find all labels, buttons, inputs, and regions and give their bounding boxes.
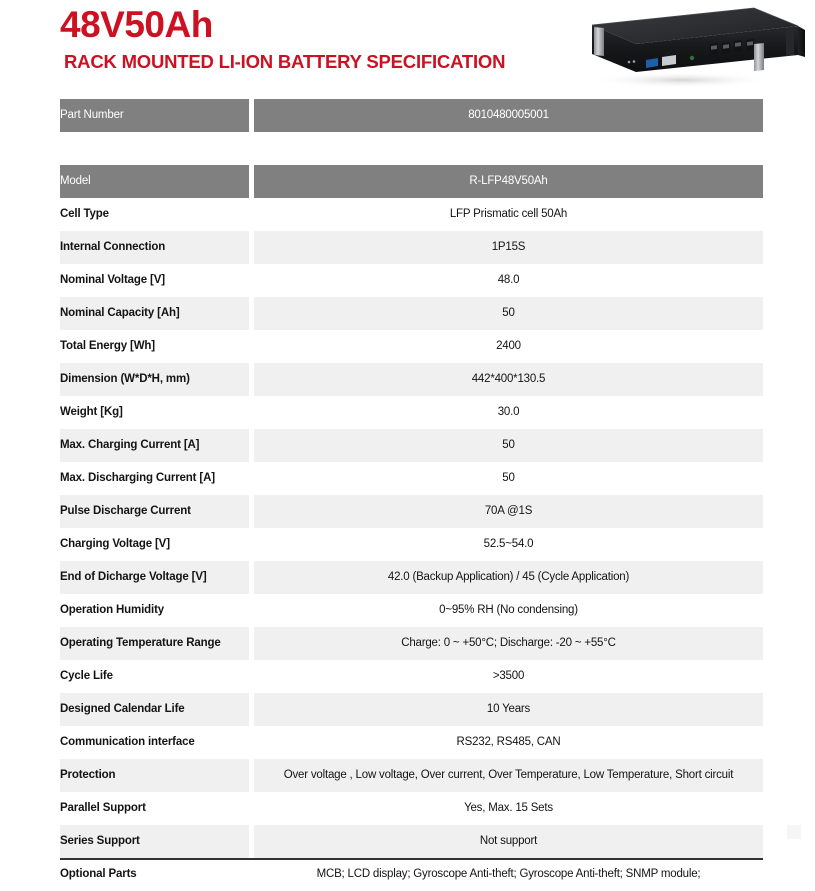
chassis-side-face: [798, 26, 805, 57]
table-row: [60, 660, 763, 693]
spec-label: Weight [Kg]: [60, 396, 249, 429]
spec-label: Nominal Capacity [Ah]: [60, 297, 249, 330]
table-row: [60, 759, 763, 792]
spec-label: Optional Parts: [60, 858, 249, 891]
spec-value: 42.0 (Backup Application) / 45 (Cycle Application): [254, 561, 763, 594]
spec-label: Designed Calendar Life: [60, 693, 249, 726]
spec-value: RS232, RS485, CAN: [254, 726, 763, 759]
spec-label: Pulse Discharge Current: [60, 495, 249, 528]
spec-value: 2400: [254, 330, 763, 363]
table-row: [60, 462, 763, 495]
table-row: [60, 99, 763, 132]
spec-label: End of Dicharge Voltage [V]: [60, 561, 249, 594]
indicator-led-power: [628, 61, 631, 64]
page-title: 48V50Ah: [60, 4, 213, 45]
table-row: [60, 198, 763, 231]
spec-label: Part Number: [60, 99, 249, 132]
table-row: [60, 693, 763, 726]
table-row: [60, 825, 763, 858]
spec-label: Communication interface: [60, 726, 249, 759]
table-row: [60, 231, 763, 264]
spec-value: Not support: [254, 825, 763, 858]
breaker-toggle-3: [735, 42, 741, 46]
spec-label: Dimension (W*D*H, mm): [60, 363, 249, 396]
spec-value: 10 Years: [254, 693, 763, 726]
rack-handle-left: [594, 27, 604, 56]
page-subtitle: RACK MOUNTED LI-ION BATTERY SPECIFICATION: [64, 50, 506, 72]
table-row: [60, 528, 763, 561]
table-row: [60, 165, 763, 198]
table-row: [60, 363, 763, 396]
row-separator-fill: [60, 132, 763, 165]
spec-label: Internal Connection: [60, 231, 249, 264]
spec-value: LFP Prismatic cell 50Ah: [254, 198, 763, 231]
table-row: [60, 495, 763, 528]
spec-label: Series Support: [60, 825, 249, 858]
document-header: [0, 0, 815, 96]
spec-value: 52.5~54.0: [254, 528, 763, 561]
breaker-toggle-4: [747, 41, 753, 45]
spec-value: 48.0: [254, 264, 763, 297]
table-row: [60, 330, 763, 363]
spec-label: Max. Charging Current [A]: [60, 429, 249, 462]
indicator-led-status: [633, 60, 636, 63]
rack-mount-ear: [786, 29, 794, 56]
breaker-toggle-1: [711, 45, 717, 49]
spec-label: Cell Type: [60, 198, 249, 231]
spec-label: Total Energy [Wh]: [60, 330, 249, 363]
spec-label: Cycle Life: [60, 660, 249, 693]
table-row: [60, 594, 763, 627]
title-block: [60, 6, 505, 73]
product-image-rack-battery: [558, 0, 806, 92]
spec-value: >3500: [254, 660, 763, 693]
spec-label: Model: [60, 165, 249, 198]
spec-value: Charge: 0 ~ +50°C; Discharge: -20 ~ +55°C: [254, 627, 763, 660]
spec-value: 70A @1S: [254, 495, 763, 528]
breaker-toggle-2: [723, 44, 729, 48]
table-row: [60, 297, 763, 330]
spec-label: Max. Discharging Current [A]: [60, 462, 249, 495]
spec-value: R-LFP48V50Ah: [254, 165, 763, 198]
table-bottom-rule: [60, 858, 763, 860]
spec-value: 1P15S: [254, 231, 763, 264]
spec-value: 0~95% RH (No condensing): [254, 594, 763, 627]
spec-value: 30.0: [254, 396, 763, 429]
table-row: [60, 792, 763, 825]
row-separator: [60, 132, 763, 165]
table-row: [60, 429, 763, 462]
corner-watermark: [787, 825, 801, 839]
spec-value: MCB; LCD display; Gyroscope Anti-theft; Gyroscope Anti-theft; SNMP module;: [254, 858, 763, 891]
table-row: [60, 561, 763, 594]
product-shadow: [590, 72, 774, 88]
table-row: [60, 858, 763, 891]
spec-value: 50: [254, 462, 763, 495]
spec-label: Operation Humidity: [60, 594, 249, 627]
battery-specification-table: [60, 99, 763, 891]
spec-value: 8010480005001: [254, 99, 763, 132]
spec-label: Parallel Support: [60, 792, 249, 825]
indicator-led-run: [690, 56, 694, 60]
spec-label: Protection: [60, 759, 249, 792]
spec-value: 50: [254, 297, 763, 330]
table-row: [60, 264, 763, 297]
table-row: [60, 627, 763, 660]
spec-value: 442*400*130.5: [254, 363, 763, 396]
spec-label: Operating Temperature Range: [60, 627, 249, 660]
spec-value: Over voltage , Low voltage, Over current, Over Temperature, Low Temperature, Short circuit: [254, 759, 763, 792]
table-row: [60, 726, 763, 759]
spec-label: Nominal Voltage [V]: [60, 264, 249, 297]
rack-handle-right: [754, 43, 764, 71]
table-row: [60, 396, 763, 429]
spec-value: 50: [254, 429, 763, 462]
spec-value: Yes, Max. 15 Sets: [254, 792, 763, 825]
spec-label: Charging Voltage [V]: [60, 528, 249, 561]
